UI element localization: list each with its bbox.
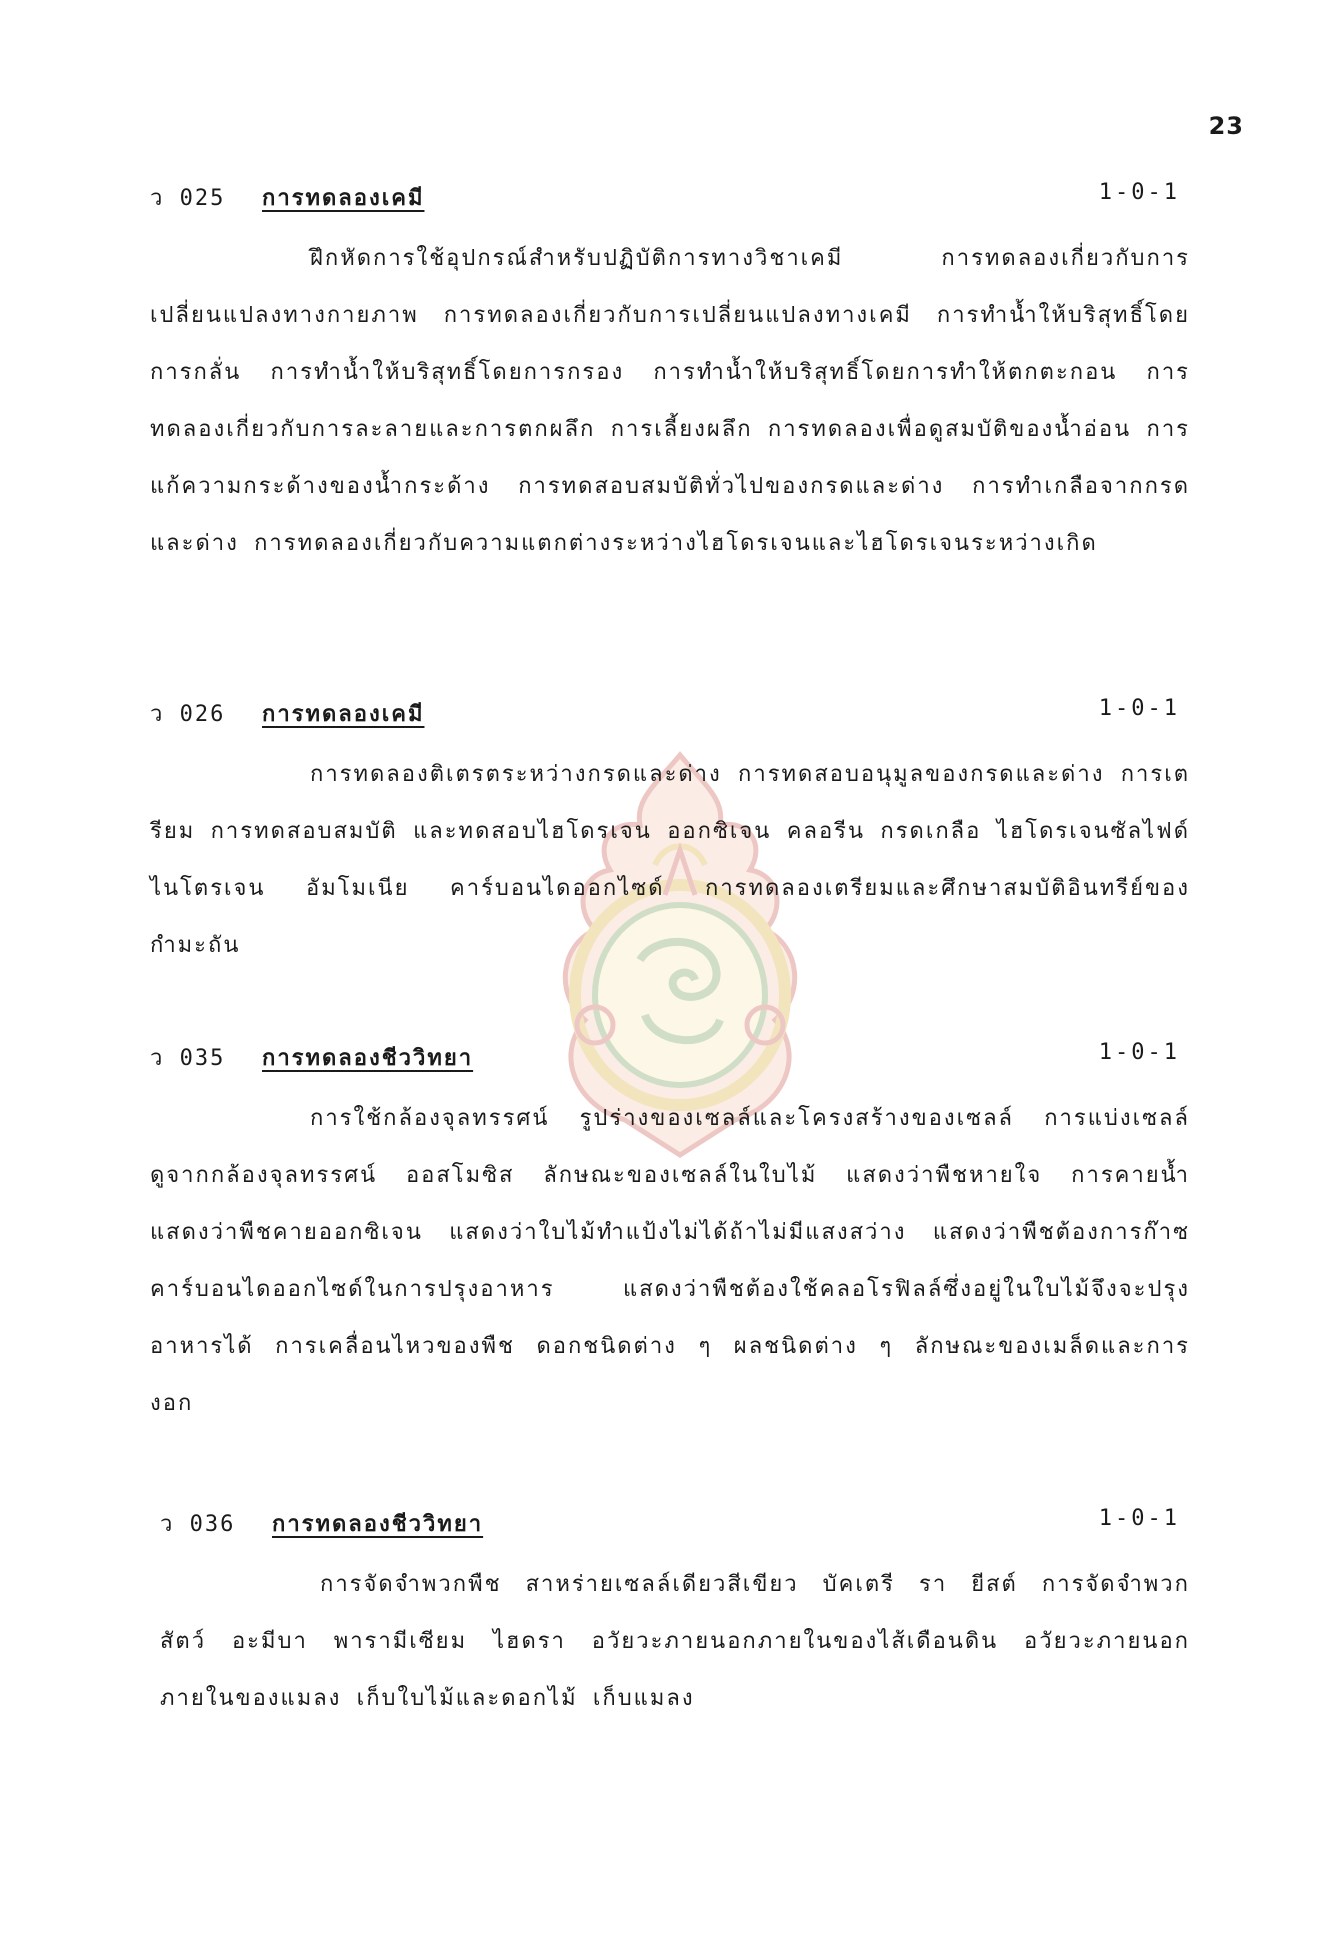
course-description: การจัดจำพวกพืช สาหร่ายเซลล์เดียวสีเขียว บัคเตรี รา ยีสต์ การจัดจำพวกสัตว์ อะมีบา พารามีเซียม ไฮดรา อวัยวะภายนอกภายในของไส้เดือนดิน อวัยวะภายนอกภายในของแมลง เก็บใบไม้และดอกไม้ เก็บแมลง <box>160 1572 1190 1711</box>
course-section <box>160 1500 1190 1727</box>
course-description: การทดลองติเตรตระหว่างกรดและด่าง การทดสอบอนุมูลของกรดและด่าง การเตรียม การทดสอบสมบัติ และทดสอบไฮโดรเจน ออกซิเจน คลอรีน กรดเกลือ ไฮโดรเจนซัลไฟด์ ไนโตรเจน อัมโมเนีย คาร์บอนไดออกไซด์ การทดลองเตรียมและศึกษาสมบัติอินทรีย์ของกำมะถัน <box>150 762 1190 958</box>
course-code: ว 026 <box>150 702 226 727</box>
course-section <box>150 1034 1190 1432</box>
course-title: การทดลองเคมี <box>262 186 425 211</box>
course-section <box>150 174 1190 572</box>
course-title: การทดลองเคมี <box>262 702 425 727</box>
course-header <box>160 1500 1190 1540</box>
course-title: การทดลองชีววิทยา <box>272 1512 484 1537</box>
course-credit: 1-0-1 <box>1098 1040 1180 1065</box>
course-code: ว 025 <box>150 186 226 211</box>
page-number: 23 <box>1208 112 1244 140</box>
course-header <box>150 1034 1190 1074</box>
course-title: การทดลองชีววิทยา <box>262 1046 474 1071</box>
course-credit: 1-0-1 <box>1098 180 1180 205</box>
course-code: ว 035 <box>150 1046 226 1071</box>
course-section <box>150 690 1190 974</box>
course-header <box>150 174 1190 214</box>
course-header <box>150 690 1190 730</box>
course-description: การใช้กล้องจุลทรรศน์ รูปร่างของเซลล์และโครงสร้างของเซลล์ การแบ่งเซลล์ ดูจากกล้องจุลทรรศน์ ออสโมซิส ลักษณะของเซลล์ในใบไม้ แสดงว่าพืชหายใจ การคายน้ำ แสดงว่าพืชคายออกซิเจน แสดงว่าใบไม้ทำแป้งไม่ได้ถ้าไม่มีแสงสว่าง แสดงว่าพืชต้องการก๊าซคาร์บอนไดออกไซด์ในการปรุงอาหาร แสดงว่าพืชต้องใช้คลอโรฟิลล์ซึ่งอยู่ในใบไม้จึงจะปรุงอาหารได้ การเคลื่อนไหวของพืช ดอกชนิดต่าง ๆ ผลชนิดต่าง ๆ ลักษณะของเมล็ดและการงอก <box>150 1106 1190 1416</box>
course-code: ว 036 <box>160 1512 236 1537</box>
course-credit: 1-0-1 <box>1098 696 1180 721</box>
course-description: ฝึกหัดการใช้อุปกรณ์สำหรับปฏิบัติการทางวิชาเคมี การทดลองเกี่ยวกับการเปลี่ยนแปลงทางกายภาพ การทดลองเกี่ยวกับการเปลี่ยนแปลงทางเคมี การทำน้ำให้บริสุทธิ์โดยการกลั่น การทำน้ำให้บริสุทธิ์โดยการกรอง การทำน้ำให้บริสุทธิ์โดยการทำให้ตกตะกอน การทดลองเกี่ยวกับการละลายและการตกผลึก การเลี้ยงผลึก การทดลองเพื่อดูสมบัติของน้ำอ่อน การแก้ความกระด้างของน้ำกระด้าง การทดสอบสมบัติทั่วไปของกรดและด่าง การทำเกลือจากกรดและด่าง การทดลองเกี่ยวกับความแตกต่างระหว่างไฮโดรเจนและไฮโดรเจนระหว่างเกิด <box>150 246 1190 556</box>
course-credit: 1-0-1 <box>1098 1506 1180 1531</box>
